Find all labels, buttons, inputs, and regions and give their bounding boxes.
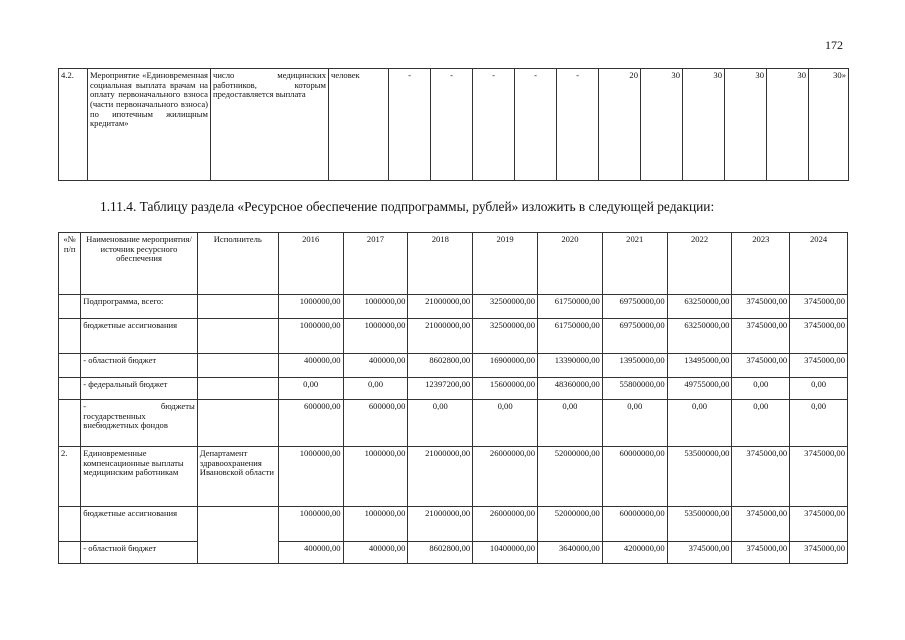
table-row: [59, 295, 848, 319]
value-cell: 16900000,00: [473, 354, 538, 378]
table-row: [59, 447, 848, 507]
value-cell: 3745000,00: [732, 542, 790, 564]
value-cell: 3640000,00: [538, 542, 603, 564]
table-row: [59, 400, 848, 447]
value-cell: 48360000,00: [538, 378, 603, 400]
value-cell: 30: [641, 69, 683, 181]
value-cell: 0,00: [790, 378, 848, 400]
value-cell: 26000000,00: [473, 447, 538, 507]
row-executor: [197, 319, 278, 354]
section-heading: 1.11.4. Таблицу раздела «Ресурсное обеспечение подпрограммы, рублей» изложить в следующей редакции:: [100, 199, 715, 214]
value-cell: 53500000,00: [667, 507, 732, 542]
header-num: «№ п/п: [59, 233, 81, 295]
value-cell: 55800000,00: [602, 378, 667, 400]
row-name-rest: государственных внебюджетных фондов: [83, 410, 168, 431]
row-number: [59, 542, 81, 564]
value-cell: -: [431, 69, 473, 181]
row-name: бюджетные ассигнования: [81, 507, 197, 542]
value-cell: 1000000,00: [343, 295, 408, 319]
value-cell: 3745000,00: [790, 319, 848, 354]
value-cell: 32500000,00: [473, 295, 538, 319]
value-cell: -: [557, 69, 599, 181]
page-number: 172: [825, 38, 843, 52]
row-executor: [197, 400, 278, 447]
value-cell: 60000000,00: [602, 447, 667, 507]
value-cell: 0,00: [408, 400, 473, 447]
row-executor: Департамент здравоохранения Ивановской области: [197, 447, 278, 507]
header-year: 2023: [732, 233, 790, 295]
table-row: [59, 507, 848, 542]
value-cell: 69750000,00: [602, 319, 667, 354]
row-executor: [197, 354, 278, 378]
value-cell: 1000000,00: [278, 507, 343, 542]
table-row: [59, 378, 848, 400]
row-name: Подпрограмма, всего:: [81, 295, 197, 319]
header-executor: Исполнитель: [197, 233, 278, 295]
value-cell: 52000000,00: [538, 507, 603, 542]
value-cell: 49755000,00: [667, 378, 732, 400]
row-number: [59, 378, 81, 400]
header-year: 2020: [538, 233, 603, 295]
value-cell: 21000000,00: [408, 447, 473, 507]
value-cell: 61750000,00: [538, 295, 603, 319]
value-cell: 0,00: [732, 378, 790, 400]
value-cell: 0,00: [732, 400, 790, 447]
value-cell: 3745000,00: [732, 507, 790, 542]
row-name-word: бюджеты: [160, 401, 195, 411]
value-cell: 10400000,00: [473, 542, 538, 564]
value-cell: 8602800,00: [408, 542, 473, 564]
value-cell: 69750000,00: [602, 295, 667, 319]
unit-cell: человек: [329, 69, 389, 181]
table-row: [59, 69, 849, 181]
value-cell: 20: [599, 69, 641, 181]
value-cell: 3745000,00: [790, 542, 848, 564]
value-cell: 400000,00: [278, 354, 343, 378]
value-cell: 400000,00: [278, 542, 343, 564]
value-cell: 400000,00: [343, 542, 408, 564]
value-cell: 30»: [809, 69, 849, 181]
value-cell: 1000000,00: [278, 295, 343, 319]
table-row: [59, 319, 848, 354]
header-year: 2021: [602, 233, 667, 295]
value-cell: 30: [683, 69, 725, 181]
value-cell: 21000000,00: [408, 507, 473, 542]
value-cell: 3745000,00: [790, 295, 848, 319]
value-cell: 3745000,00: [667, 542, 732, 564]
value-cell: 53500000,00: [667, 447, 732, 507]
value-cell: 8602800,00: [408, 354, 473, 378]
value-cell: 12397200,00: [408, 378, 473, 400]
value-cell: 0,00: [602, 400, 667, 447]
row-number: [59, 319, 81, 354]
value-cell: 600000,00: [343, 400, 408, 447]
row-name: Единовременные компенсационные выплаты медицинским работникам: [81, 447, 197, 507]
row-number: 4.2.: [59, 69, 88, 181]
value-cell: 0,00: [473, 400, 538, 447]
value-cell: 30: [767, 69, 809, 181]
value-cell: 13495000,00: [667, 354, 732, 378]
value-cell: 52000000,00: [538, 447, 603, 507]
header-year: 2017: [343, 233, 408, 295]
value-cell: 13950000,00: [602, 354, 667, 378]
value-cell: 0,00: [278, 378, 343, 400]
header-year: 2016: [278, 233, 343, 295]
value-cell: 3745000,00: [732, 295, 790, 319]
row-name: - федеральный бюджет: [81, 378, 197, 400]
value-cell: 60000000,00: [602, 507, 667, 542]
header-year: 2019: [473, 233, 538, 295]
row-executor: [197, 295, 278, 319]
row-number: 2.: [59, 447, 81, 507]
row-number: [59, 354, 81, 378]
value-cell: 63250000,00: [667, 319, 732, 354]
value-cell: 4200000,00: [602, 542, 667, 564]
value-cell: 0,00: [790, 400, 848, 447]
value-cell: 1000000,00: [278, 319, 343, 354]
row-executor: [197, 378, 278, 400]
row-name: - областной бюджет: [81, 542, 197, 564]
value-cell: 26000000,00: [473, 507, 538, 542]
row-name: - областной бюджет: [81, 354, 197, 378]
table-row: [59, 354, 848, 378]
value-cell: 1000000,00: [278, 447, 343, 507]
value-cell: 1000000,00: [343, 507, 408, 542]
header-year: 2018: [408, 233, 473, 295]
row-number: [59, 295, 81, 319]
value-cell: 61750000,00: [538, 319, 603, 354]
header-name: Наименование мероприятия/источник ресурсного обеспечения: [81, 233, 197, 295]
resource-table: [58, 232, 848, 564]
value-cell: 0,00: [343, 378, 408, 400]
value-cell: -: [389, 69, 431, 181]
value-cell: 400000,00: [343, 354, 408, 378]
value-cell: 30: [725, 69, 767, 181]
value-cell: 3745000,00: [732, 447, 790, 507]
value-cell: 0,00: [667, 400, 732, 447]
value-cell: 63250000,00: [667, 295, 732, 319]
value-cell: 3745000,00: [790, 354, 848, 378]
value-cell: 32500000,00: [473, 319, 538, 354]
value-cell: 3745000,00: [790, 447, 848, 507]
row-number: [59, 400, 81, 447]
header-year: 2024: [790, 233, 848, 295]
value-cell: 3745000,00: [790, 507, 848, 542]
row-executor: [197, 507, 278, 564]
header-row: [59, 233, 848, 295]
row-name: бюджетные ассигнования: [81, 319, 197, 354]
value-cell: 21000000,00: [408, 295, 473, 319]
indicator-name: число медицинских работников, которым предоставляется выплата: [211, 69, 329, 181]
row-number: [59, 507, 81, 542]
value-cell: -: [473, 69, 515, 181]
value-cell: 600000,00: [278, 400, 343, 447]
value-cell: 1000000,00: [343, 447, 408, 507]
value-cell: 13390000,00: [538, 354, 603, 378]
value-cell: 0,00: [538, 400, 603, 447]
measure-name: Мероприятие «Единовременная социальная выплата врачам на оплату первоначального взноса (части первоначального взноса) по ипотечным жилищным кредитам»: [88, 69, 211, 181]
row-name: [81, 400, 197, 447]
row-name-dash: -: [83, 401, 87, 411]
value-cell: 3745000,00: [732, 319, 790, 354]
value-cell: 15600000,00: [473, 378, 538, 400]
table-row: [59, 542, 848, 564]
value-cell: 1000000,00: [343, 319, 408, 354]
value-cell: 3745000,00: [732, 354, 790, 378]
header-year: 2022: [667, 233, 732, 295]
value-cell: 21000000,00: [408, 319, 473, 354]
indicator-table: [58, 68, 849, 181]
value-cell: -: [515, 69, 557, 181]
